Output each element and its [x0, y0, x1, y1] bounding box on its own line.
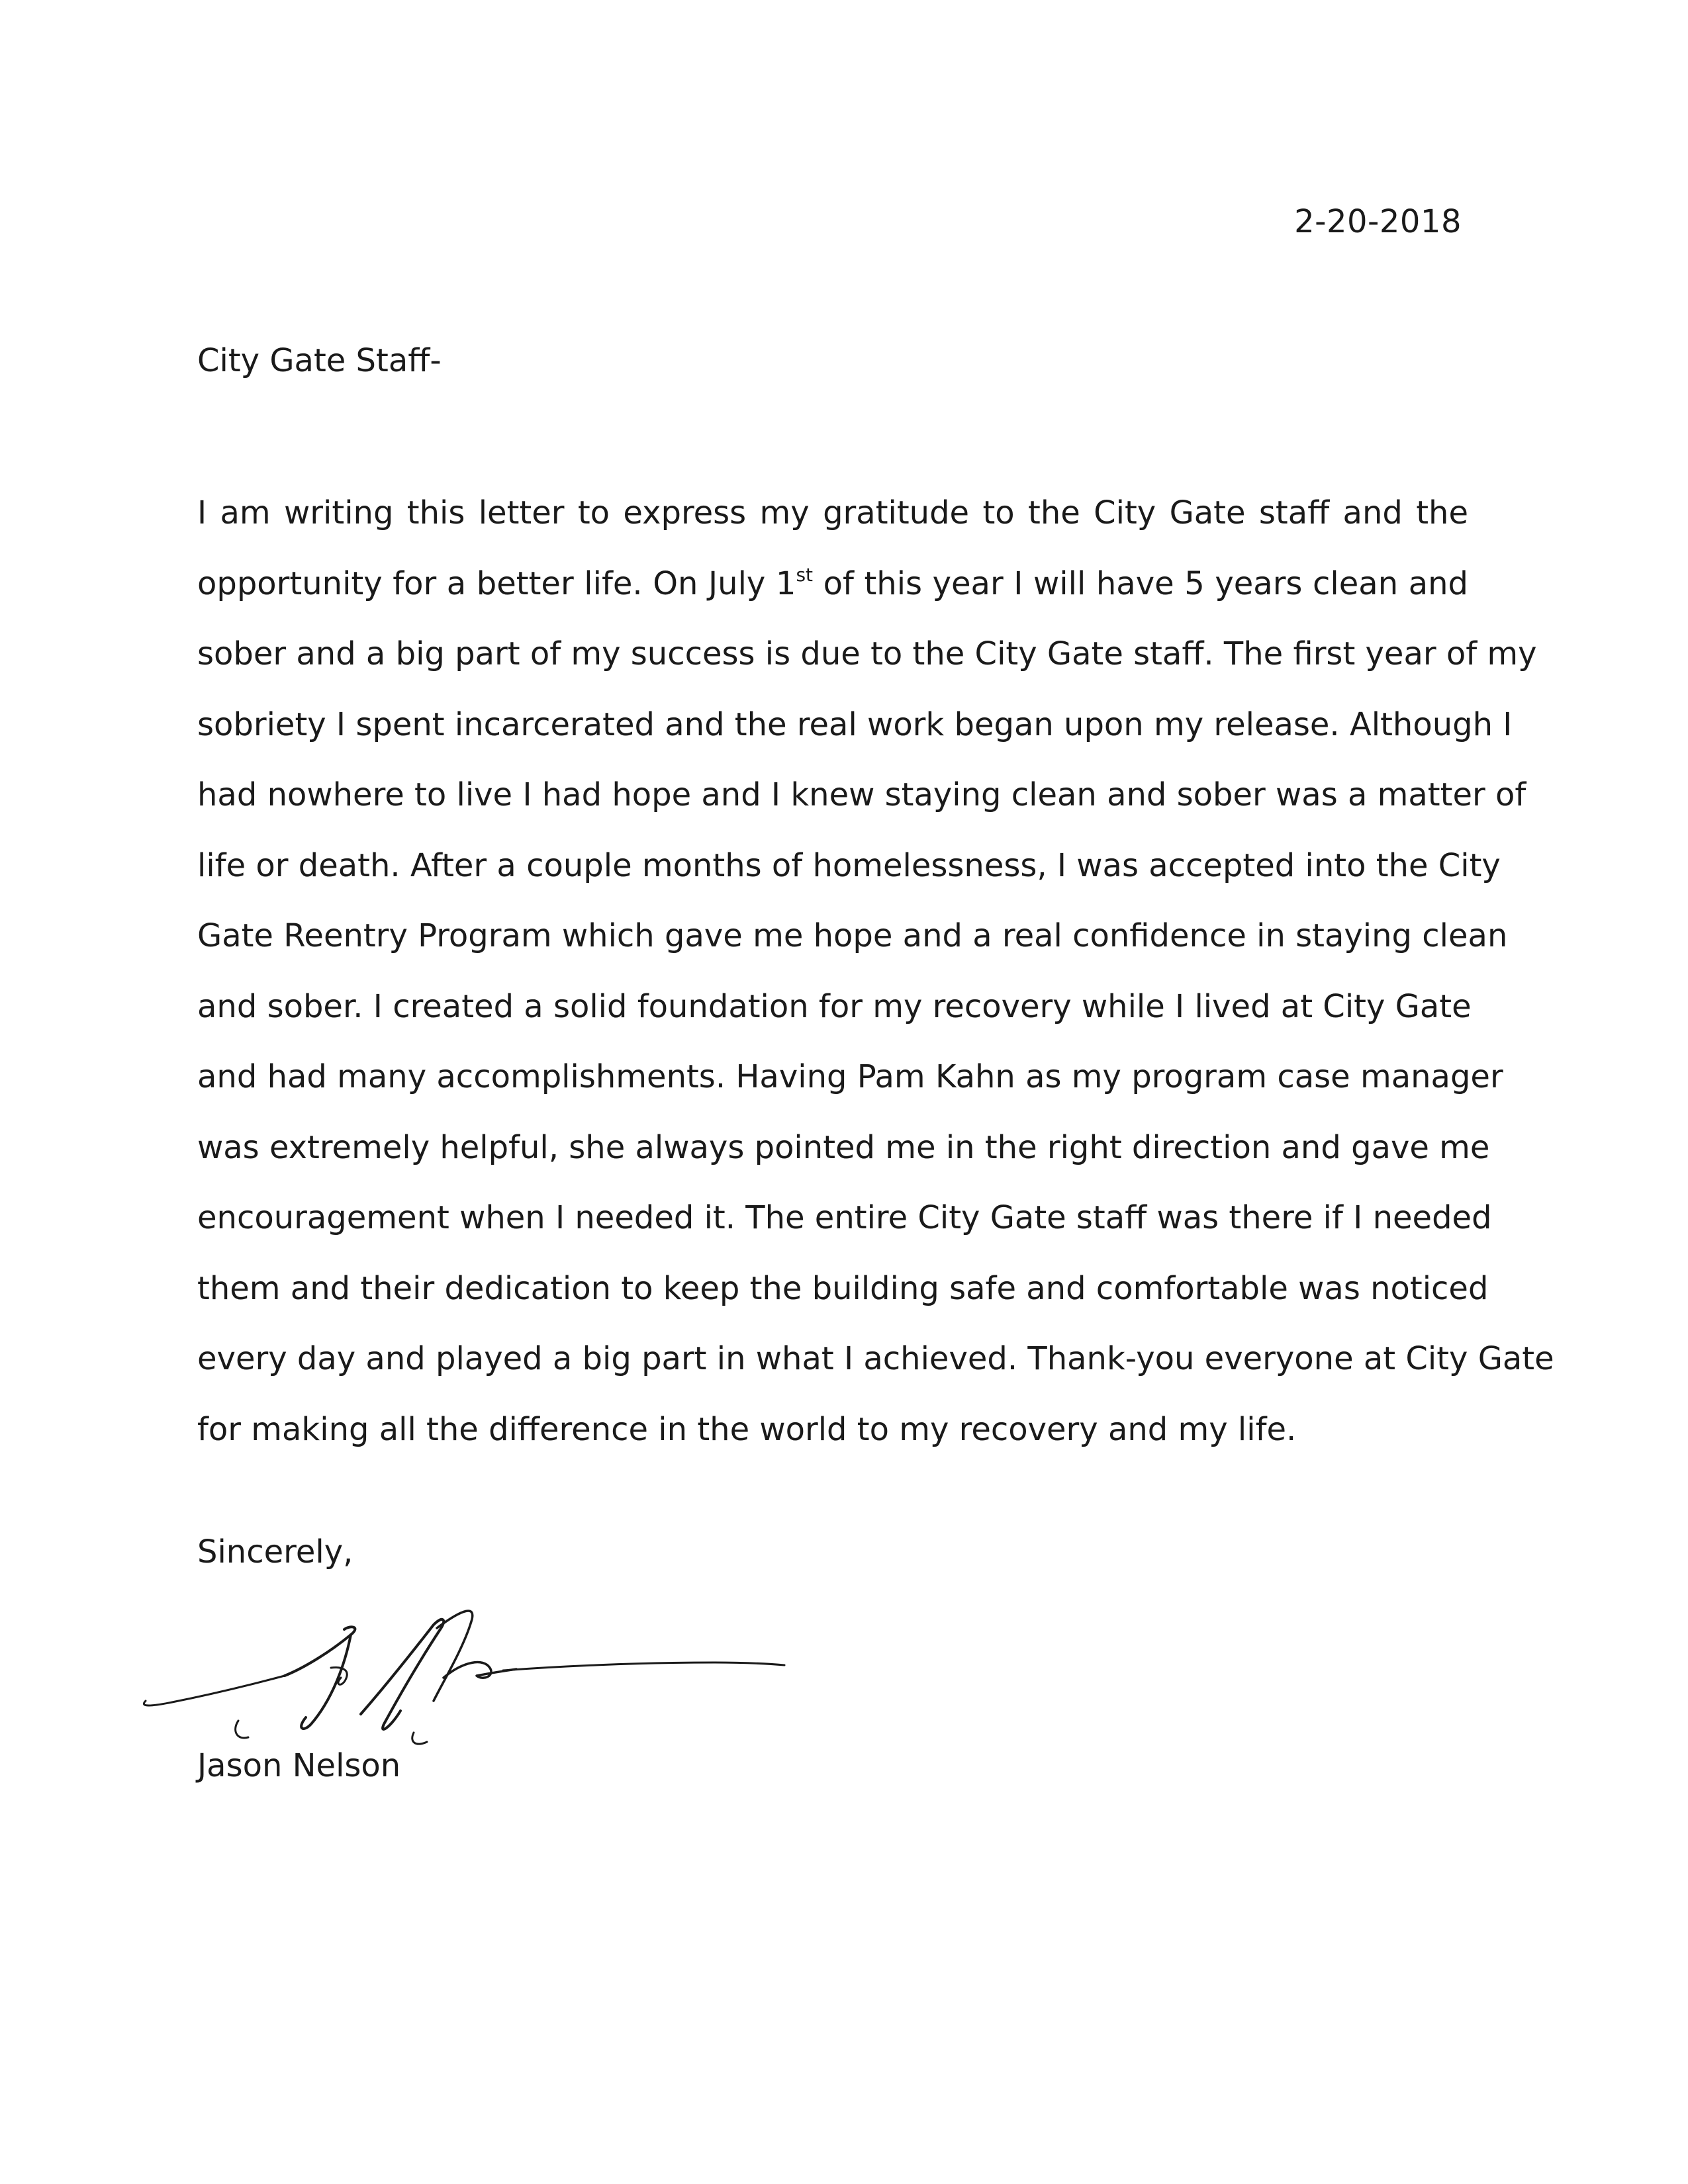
- body-line: Gate Reentry Program which gave me hope and a real confidence in staying clean: [197, 917, 1508, 954]
- body-line: encouragement when I needed it. The entire City Gate staff was there if I needed: [197, 1199, 1492, 1236]
- letter-body: [197, 478, 1554, 1465]
- salutation: City Gate Staff-: [197, 342, 442, 379]
- body-line: and had many accomplishments. Having Pam Kahn as my program case manager: [197, 1058, 1503, 1095]
- ordinal-suffix: st: [796, 563, 814, 586]
- signer-name: Jason Nelson: [197, 1747, 401, 1784]
- body-line: them and their dedication to keep the building safe and comfortable was noticed: [197, 1269, 1489, 1307]
- body-line: for making all the difference in the world to my recovery and my life.: [197, 1410, 1297, 1448]
- body-line: and sober. I created a solid foundation for my recovery while I lived at City Gate: [197, 987, 1472, 1025]
- body-line: sobriety I spent incarcerated and the real work began upon my release. Although I: [197, 705, 1513, 743]
- body-line-text: opportunity for a better life. On July 1: [197, 565, 796, 602]
- body-line: had nowhere to live I had hope and I knew staying clean and sober was a matter of: [197, 776, 1526, 813]
- handwritten-signature: [132, 1588, 794, 1754]
- body-line: [197, 549, 1468, 619]
- body-line: sober and a big part of my success is due to the City Gate staff. The first year of my: [197, 635, 1537, 672]
- body-line: was extremely helpful, she always pointed me in the right direction and gave me: [197, 1128, 1490, 1166]
- body-line-text: of this year I will have 5 years clean and: [813, 565, 1468, 602]
- closing: Sincerely,: [197, 1533, 353, 1570]
- body-line: life or death. After a couple months of homelessness, I was accepted into the City: [197, 846, 1501, 884]
- body-line: every day and played a big part in what I achieved. Thank-you everyone at City Gate: [197, 1340, 1554, 1377]
- letter-date: 2-20-2018: [1294, 203, 1462, 240]
- body-line: I am writing this letter to express my gratitude to the City Gate staff and the: [197, 494, 1468, 531]
